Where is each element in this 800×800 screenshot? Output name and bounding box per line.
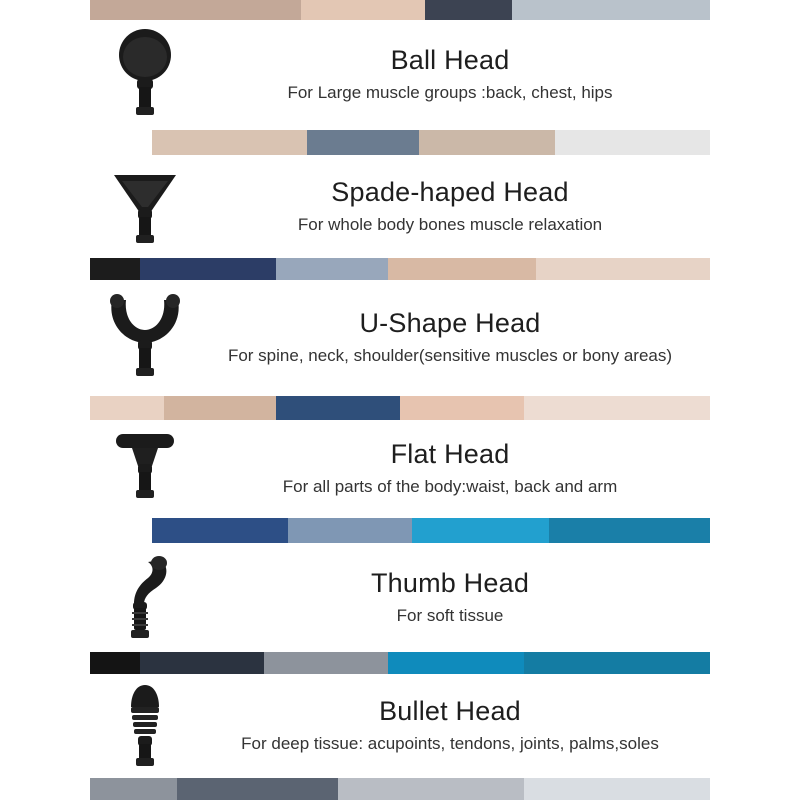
attachment-description: For soft tissue <box>396 605 504 625</box>
attachment-card-spade-head <box>90 155 710 258</box>
attachment-card-flat-head <box>90 420 710 518</box>
attachment-card-thumb-head <box>90 543 710 652</box>
attachment-description: For all parts of the body:waist, back and arm <box>282 477 618 497</box>
photo-strip-1 <box>90 130 710 155</box>
page-left-margin <box>0 0 90 800</box>
photo-strip-2 <box>90 258 710 280</box>
attachment-card-ball-head <box>90 20 710 130</box>
attachment-card-bullet-head <box>90 674 710 778</box>
attachment-title: U-Shape Head <box>359 308 541 339</box>
attachment-title: Flat Head <box>390 439 510 470</box>
attachment-card-u-shape-head <box>90 280 710 396</box>
ball-head-attachment-icon <box>90 20 200 130</box>
photo-strip-bottom <box>90 778 710 800</box>
attachment-description: For deep tissue: acupoints, tendons, joints, palms,soles <box>241 734 659 754</box>
u-shape-head-attachment-icon <box>90 280 200 396</box>
photo-strip-3 <box>90 396 710 420</box>
page-right-margin <box>710 0 800 800</box>
attachment-title: Thumb Head <box>370 567 530 598</box>
bullet-head-attachment-icon <box>90 674 200 778</box>
attachment-description: For spine, neck, shoulder(sensitive muscles or bony areas) <box>227 346 673 366</box>
photo-strip-5 <box>90 652 710 674</box>
attachment-title: Bullet Head <box>379 696 521 727</box>
spade-head-attachment-icon <box>90 155 200 258</box>
attachment-description: For whole body bones muscle relaxation <box>297 214 603 234</box>
attachment-description: For Large muscle groups :back, chest, hips <box>287 83 613 103</box>
attachment-title: Spade-haped Head <box>331 176 569 207</box>
photo-strip-4 <box>90 518 710 543</box>
photo-strip-top <box>90 0 710 20</box>
attachment-title: Ball Head <box>390 45 510 76</box>
thumb-head-attachment-icon <box>90 543 200 652</box>
flat-head-attachment-icon <box>90 420 200 518</box>
